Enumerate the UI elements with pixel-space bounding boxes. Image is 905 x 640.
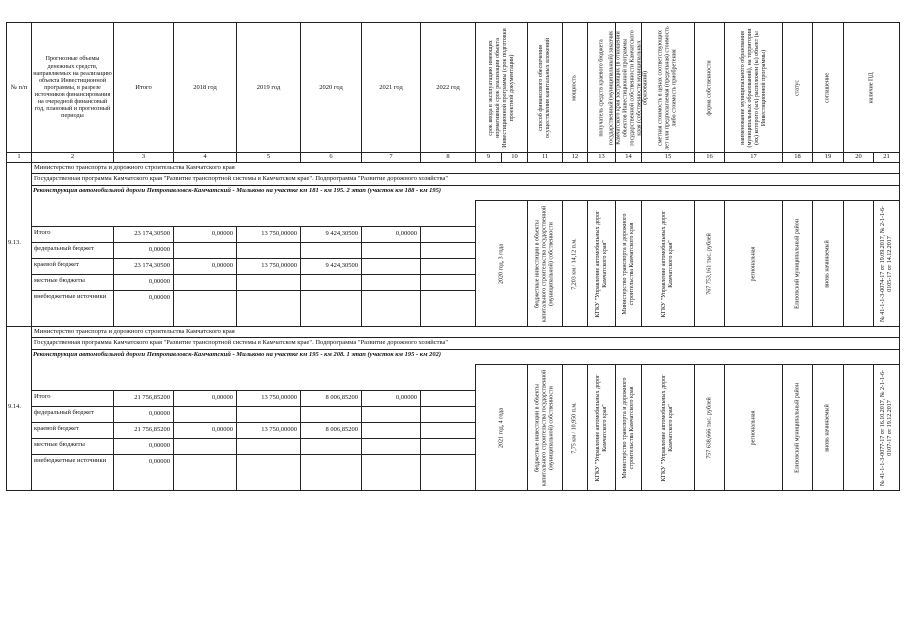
column-number: 4 — [203, 153, 207, 160]
column-number: 6 — [329, 153, 333, 160]
info-deadline — [475, 364, 528, 491]
finance-cell-total — [113, 258, 174, 275]
header-col_19 — [843, 22, 900, 153]
finance-value: 8 006,85200 — [325, 394, 358, 401]
finance-cell-y2022 — [420, 226, 476, 243]
header-col_9 — [475, 22, 528, 153]
finance-cell-y2018 — [173, 390, 237, 407]
finance-cell-y2020 — [300, 422, 362, 439]
info-status — [812, 364, 844, 491]
info-method — [527, 364, 563, 491]
finance-cell-y2019 — [236, 422, 301, 439]
finance-cell-y2021 — [361, 422, 421, 439]
info-developer — [641, 200, 695, 327]
finance-value: федеральный бюджет — [34, 409, 94, 416]
info-pd — [873, 200, 900, 327]
finance-value: 0,00000 — [148, 458, 170, 465]
info-vertical-value: № 41-1-1-3-0077-17 от 16.10.2017, № 2-1-1-6-0107-17 от 19.12.2017 — [879, 369, 893, 486]
finance-cell-y2019 — [236, 454, 301, 491]
info-vertical-value: бюджетные инвестиции в объекты капитального строительства государственной (муниципальной) собственности — [534, 205, 555, 322]
column-number: 16 — [706, 153, 713, 160]
finance-cell-y2022 — [420, 438, 476, 455]
finance-cell-y2021 — [361, 242, 421, 259]
info-vertical-value: Министерство транспорта и дорожного строительства Камчатского края — [621, 377, 635, 478]
info-recipient — [587, 200, 616, 327]
finance-cell-y2020 — [300, 390, 362, 407]
finance-cell-total — [113, 242, 174, 259]
finance-cell-label — [31, 390, 114, 407]
row-number: 9.14. — [8, 403, 21, 410]
object-heading: Реконструкция автомобильной дороги Петропавловск-Камчатский - Мильково на участке км 195 - км 208. 1 этап (участок км 195 - км 202) — [33, 351, 442, 358]
finance-value: 0,00000 — [395, 394, 417, 401]
header-vertical-label: получатель средств краевого бюджета — [598, 38, 605, 137]
finance-value: 0,00000 — [211, 262, 233, 269]
finance-value: Итого — [34, 393, 51, 400]
finance-cell-y2018 — [173, 406, 237, 423]
info-vertical-value: 2021 год, 4 года — [498, 407, 505, 448]
finance-cell-label — [31, 454, 114, 491]
column-number: 7 — [389, 153, 393, 160]
finance-cell-y2018 — [173, 226, 237, 243]
finance-cell-y2020 — [300, 406, 362, 423]
finance-cell-y2019 — [236, 226, 301, 243]
info-vertical-value: № 41-1-1-3-0074-17 от 19.09.2017, № 2-1-1-6-0105-17 от 14.12.2017 — [879, 205, 893, 322]
header-label: 2020 год — [319, 83, 343, 91]
info-vertical-value: 2020 год, 3 года — [498, 243, 505, 284]
header-col_18 — [812, 22, 844, 153]
finance-cell-label — [31, 422, 114, 439]
header-col_10 — [527, 22, 563, 153]
column-number: 9 — [486, 153, 491, 160]
finance-cell-y2022 — [420, 454, 476, 491]
info-vertical-value: 767 753,161 тыс. рублей — [706, 232, 713, 295]
divider — [31, 349, 899, 350]
header-vertical-label: сметная стоимость в ценах соответствующих лет или предполагаемая (предельная) стоимость либо стоимость приобретения — [657, 25, 678, 150]
info-vertical-value: вновь начинаемый — [824, 403, 831, 452]
finance-cell-y2022 — [420, 406, 476, 423]
finance-value: Итого — [34, 229, 51, 236]
column-number: 11 — [541, 153, 549, 160]
finance-cell-y2022 — [420, 242, 476, 259]
finance-cell-y2022 — [420, 258, 476, 275]
finance-cell-total — [113, 454, 174, 491]
column-number: 13 — [598, 153, 605, 160]
info-deadline — [475, 200, 528, 327]
finance-value: 13 750,00000 — [261, 426, 297, 433]
info-vertical-value: КГКУ "Управление автомобильных дорог Камчатского края" — [661, 210, 674, 317]
finance-cell-y2019 — [236, 438, 301, 455]
finance-value: внебюджетные источники — [34, 293, 107, 300]
header-col_14 — [641, 22, 695, 153]
info-vertical-value: 757 638,666 тыс. рублей — [706, 396, 713, 459]
finance-cell-y2021 — [361, 258, 421, 275]
program-heading: Государственная программа Камчатского края "Развитие транспортной системы в Камчатском крае". Подпрограмма "Развитие дорожного хозяйства" — [34, 175, 448, 182]
header-col_11 — [562, 22, 588, 153]
finance-cell-total — [113, 422, 174, 439]
finance-cell-total — [113, 390, 174, 407]
finance-value: 8 006,85200 — [325, 426, 358, 433]
finance-cell-y2020 — [300, 438, 362, 455]
finance-cell-label — [31, 242, 114, 259]
divider — [31, 173, 899, 174]
finance-cell-y2022 — [420, 390, 476, 407]
finance-cell-total — [113, 438, 174, 455]
object-heading: Реконструкция автомобильной дороги Петропавловск-Камчатский - Мильково на участке км 181 - км 195. 2 этап (участок км 188 - км 195) — [33, 187, 442, 194]
info-developer — [641, 364, 695, 491]
finance-cell-y2018 — [173, 290, 237, 327]
column-number: 5 — [266, 153, 271, 160]
header-col_17 — [782, 22, 813, 153]
finance-cell-y2019 — [236, 290, 301, 327]
header-label: 2018 год — [193, 83, 217, 91]
finance-cell-y2018 — [173, 422, 237, 439]
finance-cell-label — [31, 226, 114, 243]
finance-cell-y2019 — [236, 274, 301, 291]
finance-value: 0,00000 — [211, 230, 233, 237]
finance-value: 23 174,30500 — [134, 262, 170, 269]
ministry-heading: Министерство транспорта и дорожного строительства Камчатского края — [34, 328, 235, 335]
info-cost — [694, 364, 725, 491]
info-customer — [615, 200, 642, 327]
info-ownership — [724, 200, 783, 327]
finance-value: 0,00000 — [148, 294, 170, 301]
header-label: 2021 год — [379, 83, 403, 91]
finance-cell-label — [31, 258, 114, 275]
header-cell-4 — [173, 22, 237, 153]
finance-cell-y2019 — [236, 406, 301, 423]
info-vertical-value: КГКУ "Управление автомобильных дорог Камчатского края" — [594, 374, 608, 481]
header-cell-7 — [361, 22, 421, 153]
finance-value: 21 756,85200 — [134, 394, 170, 401]
divider — [31, 185, 899, 186]
header-vertical-label: форма собственности — [706, 59, 713, 116]
finance-cell-y2020 — [300, 290, 362, 327]
finance-value: местные бюджеты — [34, 277, 85, 284]
info-vertical-value: бюджетные инвестиции в объекты капитального строительства государственной (муниципальной) собственности — [534, 369, 555, 486]
info-vertical-value: вновь начинаемый — [824, 239, 831, 288]
finance-value: местные бюджеты — [34, 441, 85, 448]
header-col_15 — [694, 22, 725, 153]
info-municipality — [782, 364, 813, 491]
finance-cell-y2021 — [361, 390, 421, 407]
info-pd — [873, 364, 900, 491]
info-recipient — [587, 364, 616, 491]
column-number: 1 — [17, 153, 21, 160]
header-vertical-label: срок ввода в эксплуатацию имеющих нормативный срок реализации объекта Инвестиционной программы (срок подготовки проектной документации) — [487, 27, 515, 148]
column-number: 19 — [824, 153, 832, 160]
finance-value: 9 424,30500 — [325, 262, 358, 269]
header-cell-1 — [6, 22, 32, 153]
info-municipality — [782, 200, 813, 327]
header-vertical-label: мощность — [571, 74, 578, 101]
finance-cell-y2021 — [361, 438, 421, 455]
ministry-heading: Министерство транспорта и дорожного строительства Камчатского края — [34, 164, 235, 171]
finance-value: 21 756,85200 — [134, 426, 170, 433]
finance-value: 13 750,00000 — [261, 262, 297, 269]
finance-value: краевой бюджет — [34, 425, 79, 432]
finance-cell-y2018 — [173, 438, 237, 455]
info-vertical-value: Елизовский муниципальный район — [794, 382, 801, 473]
finance-cell-y2020 — [300, 454, 362, 491]
column-number: 15 — [664, 153, 672, 160]
finance-cell-y2021 — [361, 454, 421, 491]
info-vertical-value: региональная — [750, 246, 757, 281]
info-vertical-value: 7,75 км / 10,950 п.м. — [571, 401, 578, 454]
finance-value: 0,00000 — [395, 230, 417, 237]
header-vertical-label: способ финансового обеспечения осуществления капитальных вложений — [538, 37, 551, 138]
column-number: 17 — [750, 153, 757, 160]
column-number: 20 — [855, 153, 862, 160]
info-cost — [694, 200, 725, 327]
header-cell-5 — [236, 22, 301, 153]
finance-value: 0,00000 — [148, 246, 170, 253]
finance-value: федеральный бюджет — [34, 245, 94, 252]
finance-cell-y2022 — [420, 274, 476, 291]
program-heading: Государственная программа Камчатского края "Развитие транспортной системы в Камчатском крае". Подпрограмма "Развитие дорожного хозяйства" — [34, 339, 448, 346]
finance-cell-label — [31, 406, 114, 423]
finance-cell-y2021 — [361, 226, 421, 243]
info-vertical-value: КГКУ "Управление автомобильных дорог Камчатского края" — [661, 374, 674, 481]
column-number: 12 — [571, 153, 579, 160]
info-capacity — [562, 364, 588, 491]
row-number: 9.13. — [8, 239, 21, 246]
header-vertical-label: наличие ПД — [868, 72, 875, 103]
column-number: 18 — [794, 153, 801, 160]
finance-cell-y2020 — [300, 274, 362, 291]
header-vertical-label: наименование муниципального образования (муниципальных образований), на территории (ях) которого (ых) расположен (ы) объект (ы Инвестиционной программы) — [739, 28, 767, 147]
info-method — [527, 200, 563, 327]
finance-cell-y2021 — [361, 274, 421, 291]
info-vertical-value: КГКУ "Управление автомобильных дорог Камчатского края" — [594, 210, 608, 317]
finance-value: 13 750,00000 — [261, 394, 297, 401]
finance-cell-y2022 — [420, 290, 476, 327]
finance-cell-total — [113, 290, 174, 327]
header-label: 2022 год — [436, 83, 460, 91]
finance-cell-y2020 — [300, 258, 362, 275]
finance-cell-total — [113, 274, 174, 291]
divider — [31, 337, 899, 338]
finance-value: 0,00000 — [148, 442, 170, 449]
finance-value: 0,00000 — [211, 394, 233, 401]
header-vertical-label: государственный (муниципальный) заказчик Камчатского края застройщик (в отношении объектов Инвестиционной программы государственной собственности Камчатского края (собственности муниципальных образований) — [607, 29, 649, 146]
finance-value: 0,00000 — [211, 426, 233, 433]
finance-value: 0,00000 — [148, 278, 170, 285]
finance-value: краевой бюджет — [34, 261, 79, 268]
info-agreement — [843, 200, 874, 327]
column-number: 2 — [70, 153, 75, 160]
info-capacity — [562, 200, 588, 327]
finance-cell-total — [113, 226, 174, 243]
finance-cell-total — [113, 406, 174, 423]
finance-value: 9 424,30500 — [325, 230, 358, 237]
finance-cell-y2019 — [236, 390, 301, 407]
finance-cell-y2019 — [236, 242, 301, 259]
header-vertical-label: статус — [794, 79, 801, 96]
info-status — [812, 200, 844, 327]
finance-value: внебюджетные источники — [34, 457, 107, 464]
finance-cell-y2019 — [236, 258, 301, 275]
header-cell-3 — [113, 22, 174, 153]
info-vertical-value: региональная — [750, 410, 757, 445]
column-number: 3 — [141, 153, 146, 160]
column-number: 8 — [446, 153, 450, 160]
finance-value: 23 174,30500 — [134, 230, 170, 237]
info-ownership — [724, 364, 783, 491]
info-customer — [615, 364, 642, 491]
header-cell-2 — [31, 22, 114, 153]
header-label: 2019 год — [256, 83, 281, 91]
column-number: 21 — [883, 153, 890, 160]
finance-cell-y2021 — [361, 406, 421, 423]
finance-cell-label — [31, 438, 114, 455]
header-label: Прогнозные объемы денежных средств, направляемых на реализацию объекта Инвестиционной программы, в разрезе источников финансирования на очередной финансовый год, плановый и прогнозный периоды — [33, 55, 112, 120]
finance-cell-y2021 — [361, 290, 421, 327]
header-cell-8 — [420, 22, 476, 153]
info-agreement — [843, 364, 874, 491]
finance-cell-label — [31, 274, 114, 291]
finance-cell-y2022 — [420, 422, 476, 439]
info-vertical-value: Елизовский муниципальный район — [794, 218, 801, 309]
header-cell-6 — [300, 22, 362, 153]
header-col_16 — [724, 22, 783, 153]
header-col_13 — [607, 22, 649, 153]
column-number: 14 — [625, 153, 632, 160]
column-number: 10 — [511, 153, 518, 160]
finance-value: 0,00000 — [148, 410, 170, 417]
finance-cell-y2018 — [173, 274, 237, 291]
finance-cell-label — [31, 290, 114, 327]
info-vertical-value: 7,203 км / 14,12 п.м. — [571, 237, 578, 290]
header-vertical-label: соглашение — [824, 72, 831, 103]
info-vertical-value: Министерство транспорта и дорожного строительства Камчатского края — [621, 213, 635, 314]
finance-cell-y2018 — [173, 242, 237, 259]
finance-cell-y2018 — [173, 258, 237, 275]
finance-cell-y2020 — [300, 226, 362, 243]
finance-cell-y2020 — [300, 242, 362, 259]
finance-value: 13 750,00000 — [261, 230, 297, 237]
header-label: № п/п — [10, 83, 28, 91]
header-label: Итого — [135, 83, 152, 91]
finance-cell-y2018 — [173, 454, 237, 491]
